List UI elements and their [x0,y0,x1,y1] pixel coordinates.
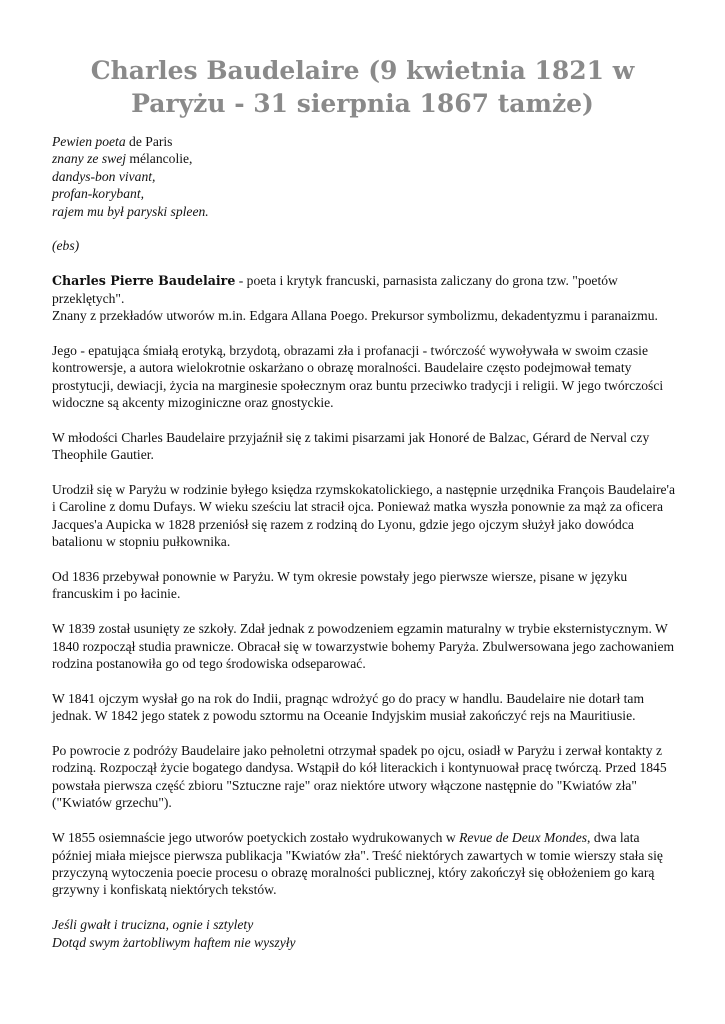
paragraph-line: Od 1836 przebywał ponownie w Paryżu. W tym okresie powstały jego pierwsze wiersze, pisane w języku [52,569,628,585]
paragraph-line: Znany z przekładów utworów m.in. Edgara Allana Poego. Prekursor symbolizmu, dekadentyzmu i paranaizmu. [52,308,658,324]
poem-line-italic: znany ze swej [52,151,127,167]
paragraph-paris [52,568,682,603]
poem-line-italic: Pewien poeta [52,134,126,149]
paragraph-line: Theophile Gautier. [52,447,154,463]
paragraph-line: rodziną. Rozpoczął życie bogatego dandysa. Wstąpił do kół literackich i kontynuował pracę twórczą. Przed 1845 [52,760,667,776]
paragraph-line [52,272,682,307]
paragraph-line-text: , dwa lata [587,830,640,846]
paragraph-line: Po powrocie z podróży Baudelaire jako pełnoletni otrzymał spadek po ojcu, osiadł w Paryżu i zerwał kontakty z [52,743,663,759]
paragraph-line: rodzina postanowiła go od tego środowiska odseparować. [52,656,366,672]
poem-line-italic: rajem mu był paryski spleen. [52,203,209,219]
paragraph-publication [52,829,682,899]
signature: (ebs) [52,238,80,254]
paragraph-line: widoczne są akcenty mizoginiczne oraz gnostyckie. [52,395,334,411]
paragraph-birth [52,481,682,551]
poem-line: Jeśli gwałt i trucizna, ognie i sztylety [52,917,254,933]
paragraph-line: kontrowersje, a autora wielokrotnie oskarżano o obrazę moralności. Baudelaire często podejmował tematy [52,360,632,376]
paragraph-line: Jacques'a Aupicka w 1828 przeniósł się razem z rodziną do Lyonu, gdzie jego ojczym służył jako dowódca [52,516,634,532]
paragraph-line: Jego - epatująca śmiałą erotyką, brzydotą, obrazami zła i profanacji - twórczość wywoływała w swoim czasie [52,342,648,358]
poem-line-italic: dandys-bon vivant, [52,168,156,184]
poem-line-text: de Paris [125,134,173,149]
paragraph-line: powstała pierwsza część zbioru "Sztuczne raje" oraz niektóre utwory włączone następnie do "Kwiatów zła" [52,777,637,793]
paragraph-line: 1840 rozpoczął studia prawnicze. Obracał się w towarzystwie bohemy Paryża. Zbulwersowana jego zachowaniem [52,638,675,654]
paragraph-line: ("Kwiatów grzechu"). [52,795,172,811]
journal-title: Revue de Deux Mondes [459,830,588,846]
paragraph-line: francuskim i po łacinie. [52,586,181,602]
paragraph-line-text: - poeta i krytyk francuski, parnasista zaliczany do grona tzw. "poetów przeklętych". [52,273,618,306]
paragraph-line: później miała miejsce pierwsza publikacja "Kwiatów zła". Treść niektórych zawartych w tomie wierszy stała się [52,847,663,863]
paragraph-return [52,742,682,812]
poem-line [52,203,682,220]
poem-line [52,168,682,185]
poem-line-text: mélancolie, [126,151,193,167]
poem-line [52,133,682,150]
poem-line [52,185,682,202]
paragraph-line: W 1839 został usunięty ze szkoły. Zdał jednak z powodzeniem egzamin maturalny w trybie eksternistycznym. W [52,621,668,637]
paragraph-line: W młodości Charles Baudelaire przyjaźnił się z takimi pisarzami jak Honoré de Balzac, Gérard de Nerval czy [52,429,650,445]
paragraph-line: W 1841 ojczym wysłał go na rok do Indii, pragnąc wdrożyć go do pracy w handlu. Baudelaire nie dotarł tam [52,690,645,706]
paragraph-line: grzywny i konfiskatą niektórych tekstów. [52,882,277,898]
paragraph-line: Urodził się w Paryżu w rodzinie byłego księdza rzymskokatolickiego, a następnie urzędnika François Baudelaire'a [52,482,676,498]
poem-intro [52,133,682,220]
paragraph-works [52,342,682,412]
poem-line: Dotąd swym żartobliwym haftem nie wyszyły [52,934,296,950]
poem-line-italic: profan-korybant, [52,186,144,202]
paragraph-line [52,829,682,846]
page-title: Charles Baudelaire (9 kwietnia 1821 w Paryżu - 31 sierpnia 1867 tamże) [90,56,635,118]
paragraph-line: jednak. W 1842 jego statek z powodu sztormu na Oceanie Indyjskim musiał zakończyć rejs na Mauritiusie. [52,708,636,724]
paragraph-school [52,620,682,672]
paragraph-intro [52,272,682,324]
poem-line [52,150,682,167]
paragraph-india [52,690,682,725]
poem-end [52,916,682,951]
article-body [52,133,682,968]
paragraph-line: przyczyną wytoczenia poecie procesu o obrazę moralności publicznej, który zakończył się obłożeniem go karą [52,864,655,880]
paragraph-line: prostytucji, dewiacji, życia na marginesie społecznym oraz buntu przeciwko tradycji i religii. W jego twórczości [52,377,664,393]
paragraph-line: i Caroline z domu Dufays. W wieku sześciu lat stracił ojca. Ponieważ matka wyszła ponownie za mąż za oficera [52,499,663,515]
paragraph-friends [52,429,682,464]
paragraph-line-text: W 1855 osiemnaście jego utworów poetyckich zostało wydrukowanych w [52,830,460,846]
subject-name: Charles Pierre Baudelaire [52,273,236,289]
paragraph-line: batalionu w stopniu pułkownika. [52,534,231,550]
